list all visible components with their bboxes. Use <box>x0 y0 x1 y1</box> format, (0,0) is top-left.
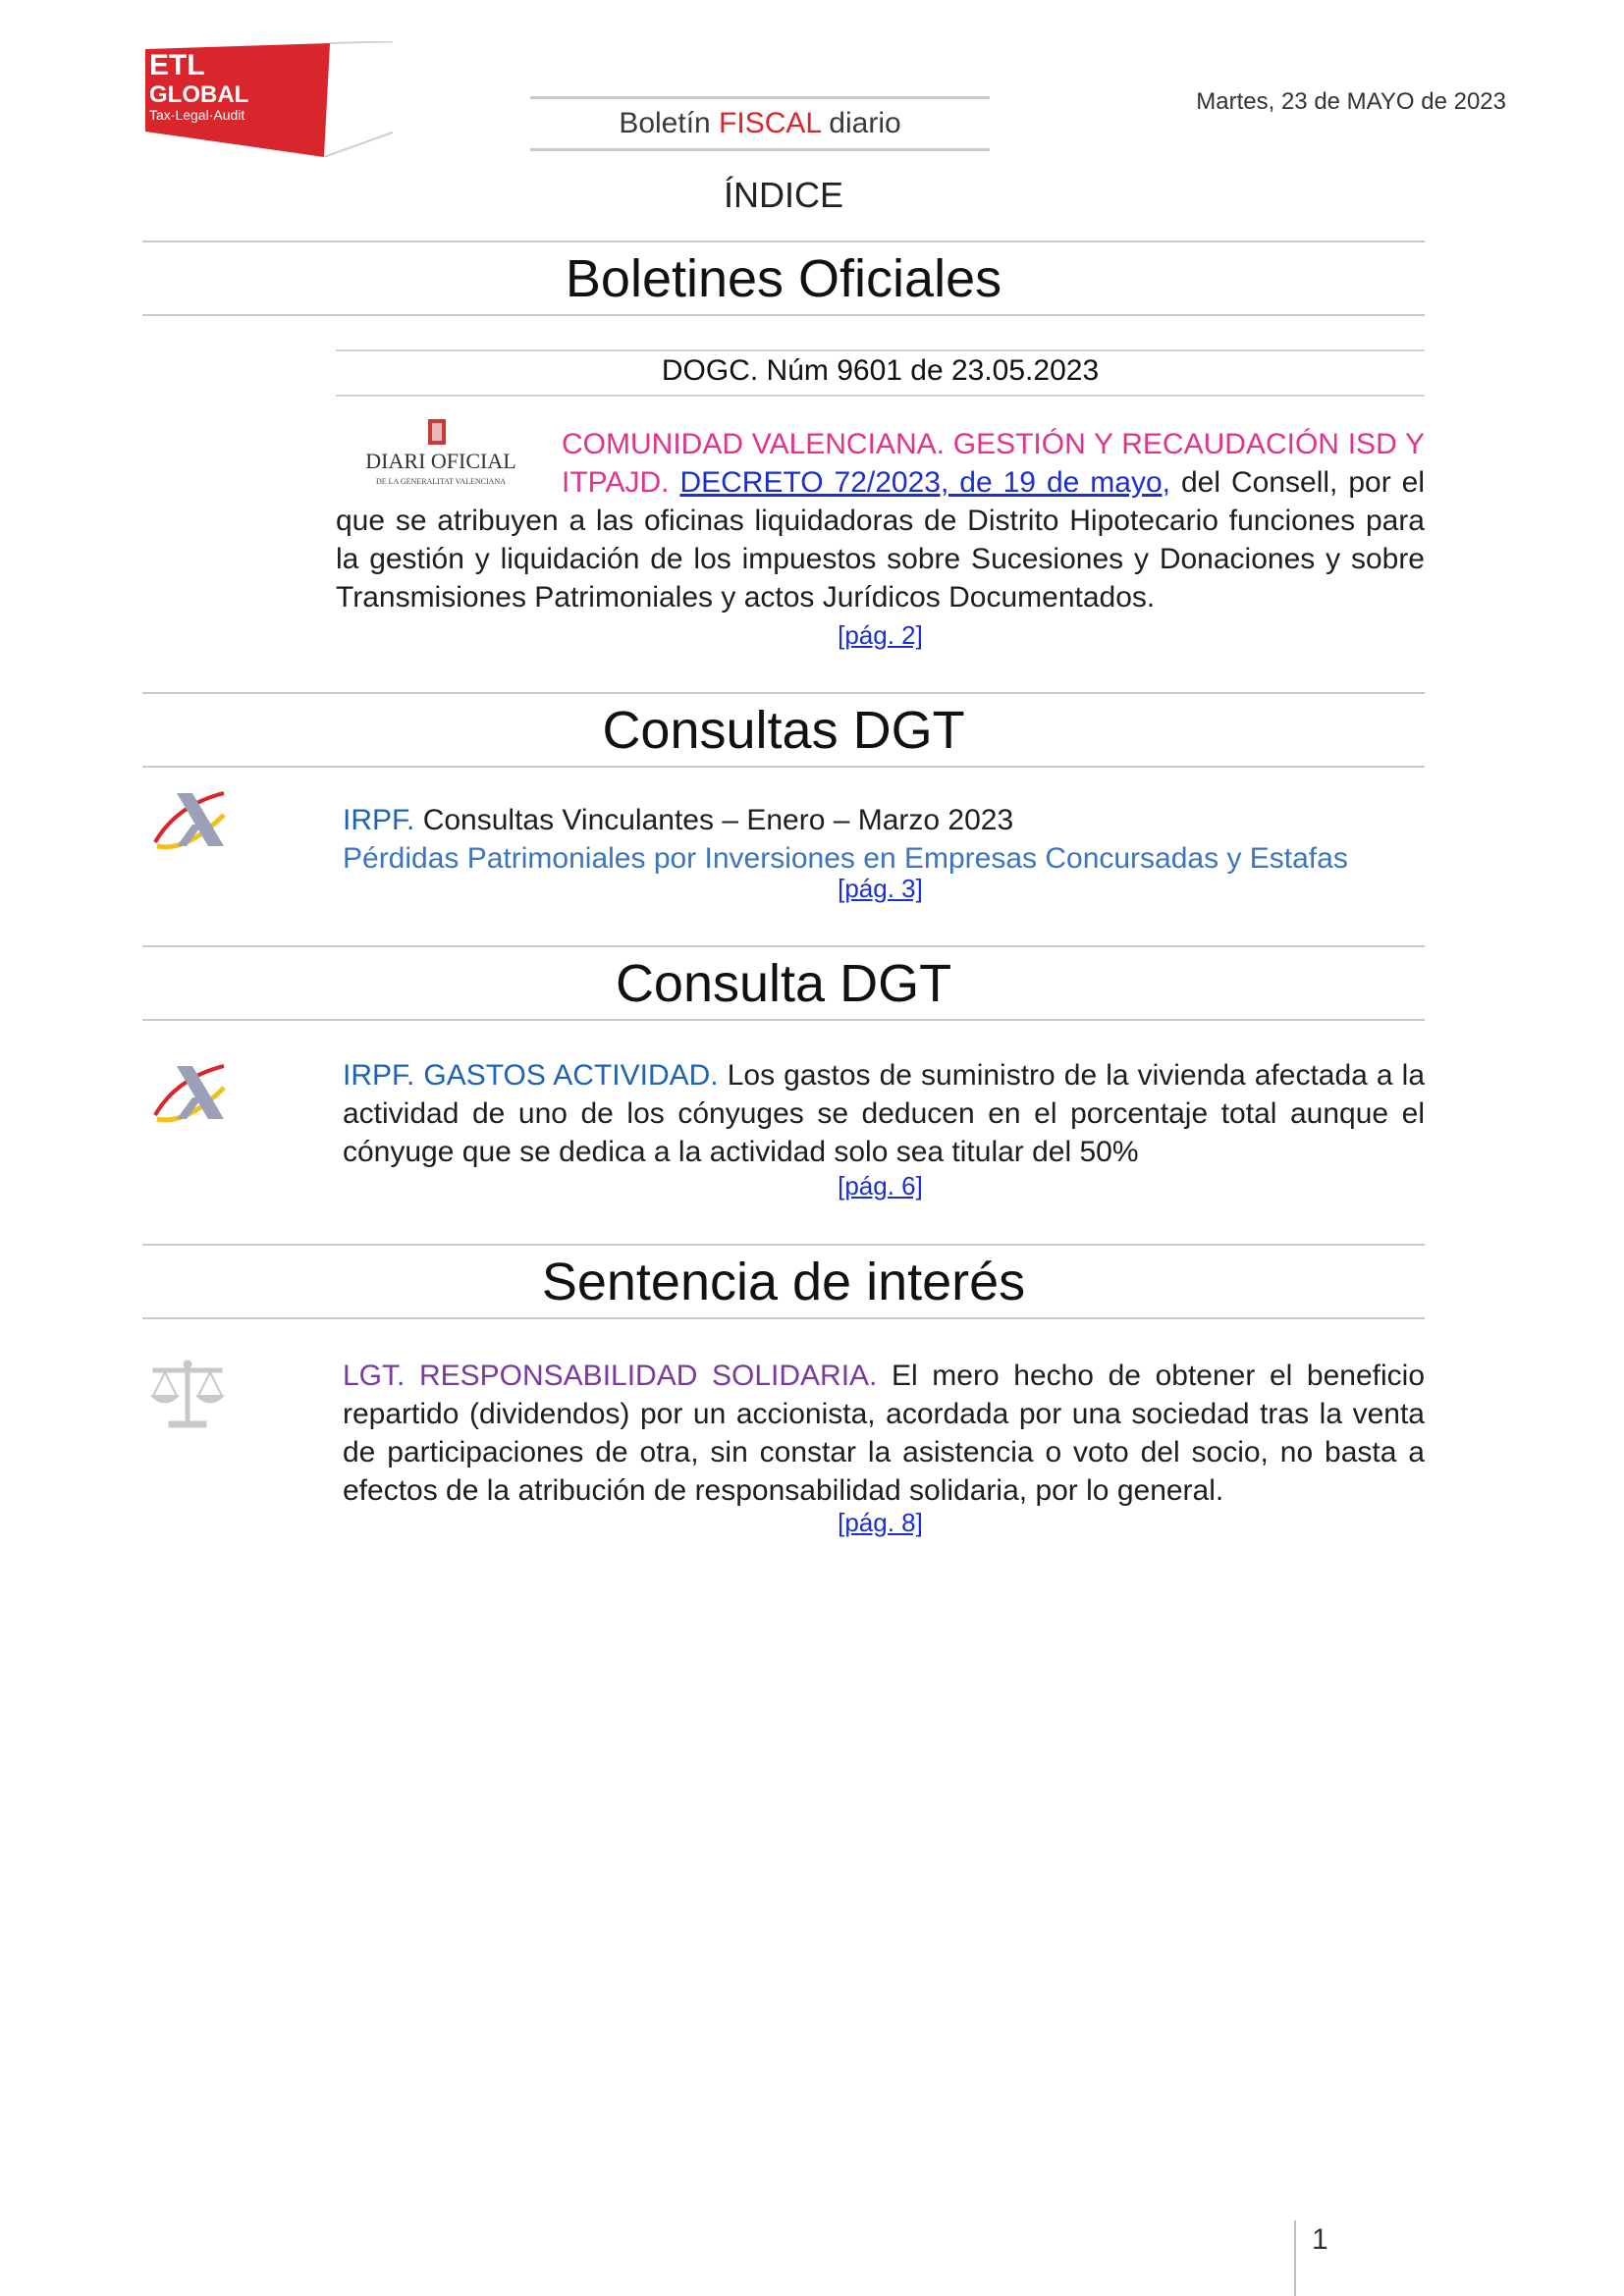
section-title-consulta: Consulta DGT <box>615 954 952 1013</box>
page-link[interactable]: [pág. 6] <box>838 1171 923 1201</box>
etl-global-logo <box>145 41 393 157</box>
logo-tagline: Tax·Legal·Audit <box>149 107 245 123</box>
divider <box>142 945 1425 947</box>
entry-consultas <box>343 801 1425 878</box>
bulletin-title <box>530 96 990 151</box>
page-ref <box>336 620 1425 651</box>
divider <box>142 1244 1425 1246</box>
entry-line2: Pérdidas Patrimoniales por Inversiones en Empresas Concursadas y Estafas <box>343 842 1348 875</box>
page-ref <box>336 874 1425 904</box>
divider <box>336 349 1425 351</box>
divider <box>142 692 1425 694</box>
entry-body: del Consell, por el que se atribuyen a las oficinas liquidadoras de Distrito Hipotecario funciones para la gestión y liquidación de los impuestos sobre Sucesiones y Donaciones y sobre Transmisiones Patrimoniales y actos Jurídicos Documentados. <box>336 466 1426 614</box>
divider <box>142 766 1425 768</box>
scales-of-justice-icon <box>147 1357 228 1435</box>
entry-lead: LGT. RESPONSABILIDAD SOLIDARIA. <box>343 1360 878 1392</box>
page-number: 1 <box>1312 2223 1328 2256</box>
entry-lead: IRPF. <box>343 804 415 836</box>
diari-oficial-subtext: DE LA GENERALITAT VALENCIANA <box>375 477 507 486</box>
aeat-logo-icon <box>147 785 228 854</box>
entry-sentencia <box>343 1357 1425 1510</box>
aeat-logo-icon <box>147 1058 228 1127</box>
index-title: ÍNDICE <box>723 175 843 215</box>
divider <box>142 1317 1425 1319</box>
page-ref <box>336 1508 1425 1538</box>
entry-body: El mero hecho de obtener el beneficio repartido (dividendos) por un accionista, acordada por una sociedad tras la venta de participaciones de otra, sin constar la asistencia o voto del socio, no basta a efectos de la atribución de responsabilidad solidaria, por lo general. <box>343 1360 1425 1507</box>
page-link[interactable]: [pág. 3] <box>838 874 923 903</box>
divider <box>142 240 1425 242</box>
logo-global: GLOBAL <box>149 81 249 108</box>
bulletin-suffix: diario <box>820 107 901 139</box>
issue-date: Martes, 23 de MAYO de 2023 <box>1196 88 1506 115</box>
bulletin-highlight: FISCAL <box>719 107 821 139</box>
page-link[interactable]: [pág. 8] <box>838 1508 923 1537</box>
divider <box>142 314 1425 316</box>
divider <box>142 1019 1425 1021</box>
dogc-subheading: DOGC. Núm 9601 de 23.05.2023 <box>661 354 1100 387</box>
section-title-boletines: Boletines Oficiales <box>565 249 1002 308</box>
entry-body: Los gastos de suministro de la vivienda afectada a la actividad de uno de los cónyuges se deducen en el porcentaje total aunque el cónyuge que se dedica a la actividad solo sea titular del 50% <box>343 1059 1425 1168</box>
entry-lead: IRPF. GASTOS ACTIVIDAD. <box>343 1059 719 1092</box>
entry-lead: COMUNIDAD VALENCIANA. GESTIÓN Y RECAUDACIÓN ISD Y ITPAJD. <box>562 428 1425 499</box>
logo-etl: ETL <box>149 49 205 81</box>
page-ref <box>336 1171 1425 1201</box>
bulletin-prefix: Boletín <box>619 107 720 139</box>
entry-consulta <box>343 1056 1425 1171</box>
diari-oficial-text: DIARI OFICIAL <box>365 449 516 473</box>
page-link[interactable]: [pág. 2] <box>838 620 923 650</box>
divider <box>336 395 1425 397</box>
decreto-link[interactable]: DECRETO 72/2023, de 19 de mayo, <box>679 466 1170 499</box>
section-title-sentencia: Sentencia de interés <box>541 1253 1026 1311</box>
entry-line1: Consultas Vinculantes – Enero – Marzo 2023 <box>414 804 1014 836</box>
section-title-consultas: Consultas DGT <box>602 701 965 760</box>
page-number-divider <box>1294 2220 1296 2296</box>
entry-dogc <box>336 425 1425 616</box>
